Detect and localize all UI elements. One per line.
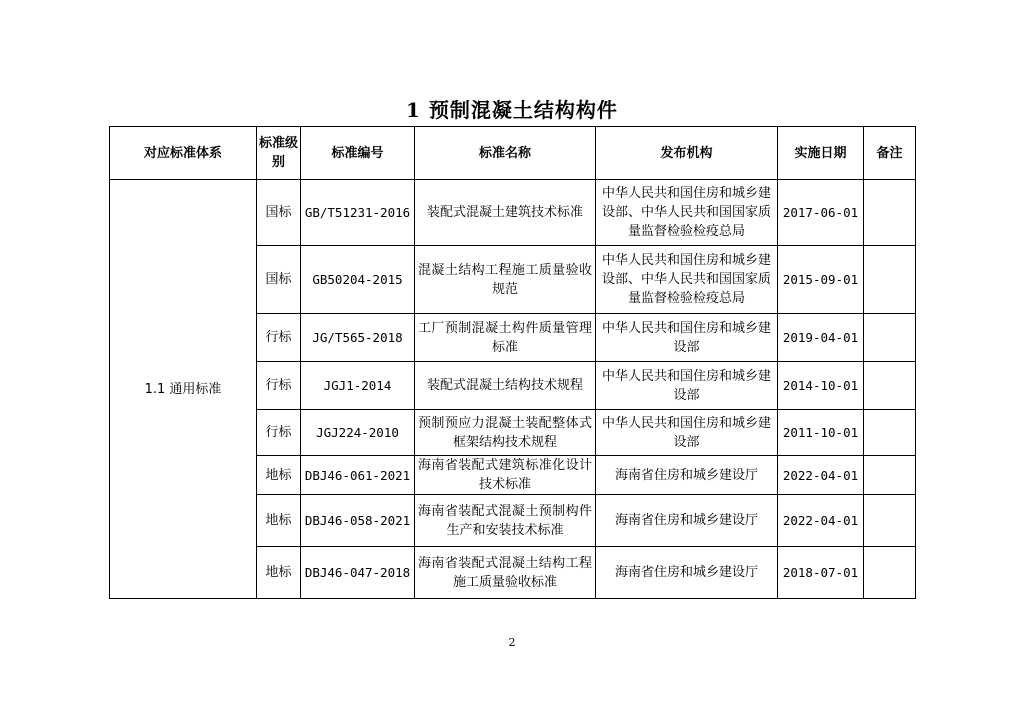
page-title: 1 预制混凝土结构构件 [406, 98, 618, 122]
level-cell: 地标 [257, 547, 301, 599]
org-cell: 海南省住房和城乡建设厅 [596, 456, 778, 495]
code-cell: JG/T565-2018 [301, 314, 415, 362]
org-cell: 海南省住房和城乡建设厅 [596, 547, 778, 599]
date-cell: 2015-09-01 [778, 246, 864, 314]
name-cell: 预制预应力混凝土装配整体式框架结构技术规程 [415, 410, 596, 456]
name-cell: 海南省装配式混凝土结构工程施工质量验收标准 [415, 547, 596, 599]
level-cell: 行标 [257, 410, 301, 456]
date-cell: 2022-04-01 [778, 456, 864, 495]
level-cell: 地标 [257, 495, 301, 547]
org-cell: 中华人民共和国住房和城乡建设部 [596, 362, 778, 410]
note-cell [864, 495, 916, 547]
code-cell: GB50204-2015 [301, 246, 415, 314]
date-cell: 2011-10-01 [778, 410, 864, 456]
level-cell: 地标 [257, 456, 301, 495]
date-cell: 2019-04-01 [778, 314, 864, 362]
level-cell: 国标 [257, 246, 301, 314]
level-cell: 行标 [257, 362, 301, 410]
header-note: 备注 [864, 127, 916, 180]
level-cell: 行标 [257, 314, 301, 362]
date-cell: 2014-10-01 [778, 362, 864, 410]
code-cell: JGJ224-2010 [301, 410, 415, 456]
date-cell: 2018-07-01 [778, 547, 864, 599]
date-cell: 2022-04-01 [778, 495, 864, 547]
date-cell: 2017-06-01 [778, 180, 864, 246]
page-number: 2 [508, 636, 516, 649]
name-cell: 海南省装配式建筑标准化设计技术标准 [415, 456, 596, 495]
header-level: 标准级别 [257, 127, 301, 180]
name-cell: 装配式混凝土结构技术规程 [415, 362, 596, 410]
org-cell: 中华人民共和国住房和城乡建设部、中华人民共和国国家质量监督检验检疫总局 [596, 246, 778, 314]
header-name: 标准名称 [415, 127, 596, 180]
code-cell: DBJ46-058-2021 [301, 495, 415, 547]
header-org: 发布机构 [596, 127, 778, 180]
code-cell: DBJ46-061-2021 [301, 456, 415, 495]
name-cell: 工厂预制混凝土构件质量管理标准 [415, 314, 596, 362]
org-cell: 中华人民共和国住房和城乡建设部 [596, 314, 778, 362]
note-cell [864, 362, 916, 410]
org-cell: 中华人民共和国住房和城乡建设部、中华人民共和国国家质量监督检验检疫总局 [596, 180, 778, 246]
header-system: 对应标准体系 [110, 127, 257, 180]
note-cell [864, 180, 916, 246]
system-group-cell: 1.1 通用标准 [110, 180, 257, 599]
code-cell: JGJ1-2014 [301, 362, 415, 410]
level-cell: 国标 [257, 180, 301, 246]
standards-table [109, 126, 916, 599]
table-row [110, 180, 916, 246]
code-cell: DBJ46-047-2018 [301, 547, 415, 599]
name-cell: 海南省装配式混凝土预制构件生产和安装技术标准 [415, 495, 596, 547]
name-cell: 混凝土结构工程施工质量验收规范 [415, 246, 596, 314]
org-cell: 中华人民共和国住房和城乡建设部 [596, 410, 778, 456]
header-code: 标准编号 [301, 127, 415, 180]
header-row [110, 127, 916, 180]
code-cell: GB/T51231-2016 [301, 180, 415, 246]
name-cell: 装配式混凝土建筑技术标准 [415, 180, 596, 246]
note-cell [864, 410, 916, 456]
header-date: 实施日期 [778, 127, 864, 180]
note-cell [864, 547, 916, 599]
org-cell: 海南省住房和城乡建设厅 [596, 495, 778, 547]
note-cell [864, 246, 916, 314]
note-cell [864, 456, 916, 495]
note-cell [864, 314, 916, 362]
